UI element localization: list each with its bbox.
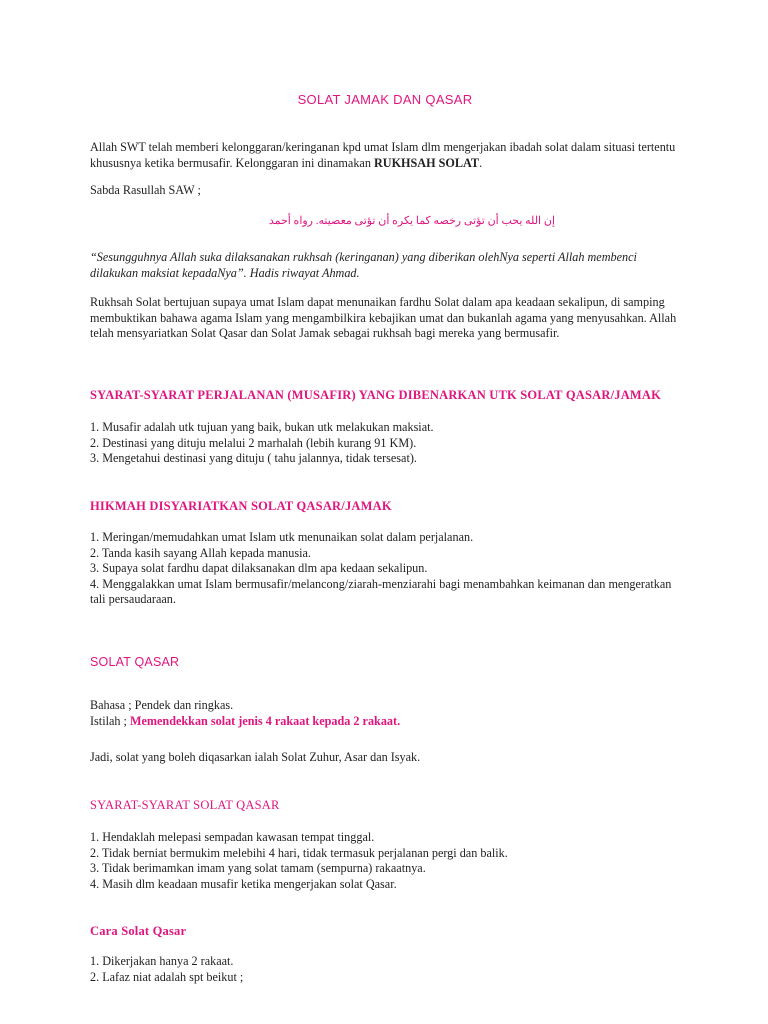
syarat-solat-qasar-list <box>90 830 680 892</box>
list-item: 1. Musafir adalah utk tujuan yang baik, bukan utk melakukan maksiat. <box>90 420 434 434</box>
list-item: 2. Destinasi yang dituju melalui 2 marhalah (lebih kurang 91 KM). <box>90 435 417 450</box>
list-item: 2. Lafaz niat adalah spt beikut ; <box>90 969 244 984</box>
list-item: 1. Dikerjakan hanya 2 rakaat. <box>90 954 234 968</box>
section-heading-syarat-solat-qasar: SYARAT-SYARAT SOLAT QASAR <box>90 798 280 812</box>
bahasa-line: Bahasa ; Pendek dan ringkas. <box>90 698 234 712</box>
section-heading-solat-qasar: SOLAT QASAR <box>90 655 180 669</box>
section-heading-hikmah: HIKMAH DISYARIATKAN SOLAT QASAR/JAMAK <box>90 499 392 513</box>
jadi-text: Jadi, solat yang boleh diqasarkan ialah Solat Zuhur, Asar dan Isyak. <box>90 750 421 764</box>
cara-solat-qasar-list <box>90 954 680 985</box>
list-item: 3. Supaya solat fardhu dapat dilaksanakan dlm apa kedaan sekalipun. <box>90 561 428 575</box>
intro-paragraph <box>90 140 680 171</box>
hadith-source: Hadis riwayat Ahmad. <box>246 265 360 280</box>
solat-qasar-definition <box>90 698 680 729</box>
hadith-translation <box>90 250 680 281</box>
syarat-perjalanan-list <box>90 420 680 467</box>
list-item: 1. Meringan/memudahkan umat Islam utk menunaikan solat dalam perjalanan. <box>90 530 474 544</box>
list-item: 3. Mengetahui destinasi yang dituju ( tahu jalannya, tidak tersesat). <box>90 451 417 465</box>
list-item: 2. Tanda kasih sayang Allah kepada manusia. <box>90 545 311 560</box>
section-heading-cara-solat-qasar: Cara Solat Qasar <box>90 924 187 938</box>
list-item: 1. Hendaklah melepasi sempadan kawasan tempat tinggal. <box>90 830 375 844</box>
intro-end: . <box>479 155 483 170</box>
rukhsah-text: Rukhsah Solat bertujuan supaya umat Islam dapat menunaikan fardhu Solat dalam apa keadaan sekalipun, di samping membuktikan bahawa agama Islam yang mengambilkira kebajikan umat dan bukanlah agama yang menyusahkan. Allah telah mensyariatkan Solat Qasar dan Solat Jamak sebagai rukhsah bagi mereka yang bermusafir. <box>90 295 677 340</box>
istilah-label: Istilah ; <box>90 713 130 728</box>
list-item: 4. Menggalakkan umat Islam bermusafir/melancong/ziarah-menziarahi bagi menambahkan keimanan dan mengeratkan tali persaudaraan. <box>90 576 672 606</box>
hikmah-list <box>90 530 680 608</box>
istilah-value: Memendekkan solat jenis 4 rakaat kepada 2 rakaat. <box>129 713 401 728</box>
list-item: 3. Tidak berimamkan imam yang solat tamam (sempurna) rakaatnya. <box>90 861 426 875</box>
rukhsah-solat-term: RUKHSAH SOLAT <box>373 155 480 170</box>
list-item: 2. Tidak berniat bermukim melebihi 4 hari, tidak termasuk perjalanan pergi dan balik. <box>90 845 508 860</box>
arabic-hadith: إن الله يحب أن تؤتى رخصه كما يكره أن تؤتى معصيته. رواه أحمد <box>268 215 555 227</box>
list-item: 4. Masih dlm keadaan musafir ketika mengerjakan solat Qasar. <box>90 876 397 891</box>
document-title: SOLAT JAMAK DAN QASAR <box>297 92 473 107</box>
hadith-quote: “Sesungguhnya Allah suka dilaksanakan rukhsah (keringanan) yang diberikan olehNya seperti Allah membenci dilakukan maksiat kepadaNya”. <box>90 250 637 280</box>
section-heading-syarat-perjalanan: SYARAT-SYARAT PERJALANAN (MUSAFIR) YANG DIBENARKAN UTK SOLAT QASAR/JAMAK <box>90 388 662 402</box>
jadi-paragraph <box>90 750 680 766</box>
sabda-line <box>90 183 680 199</box>
intro-text: Allah SWT telah memberi kelonggaran/keringanan kpd umat Islam dlm mengerjakan ibadah solat dalam situasi tertentu khususnya ketika bermusafir. Kelonggaran ini dinamakan <box>90 140 676 170</box>
sabda-text: Sabda Rasullah SAW ; <box>90 183 201 197</box>
rukhsah-paragraph <box>90 295 680 342</box>
